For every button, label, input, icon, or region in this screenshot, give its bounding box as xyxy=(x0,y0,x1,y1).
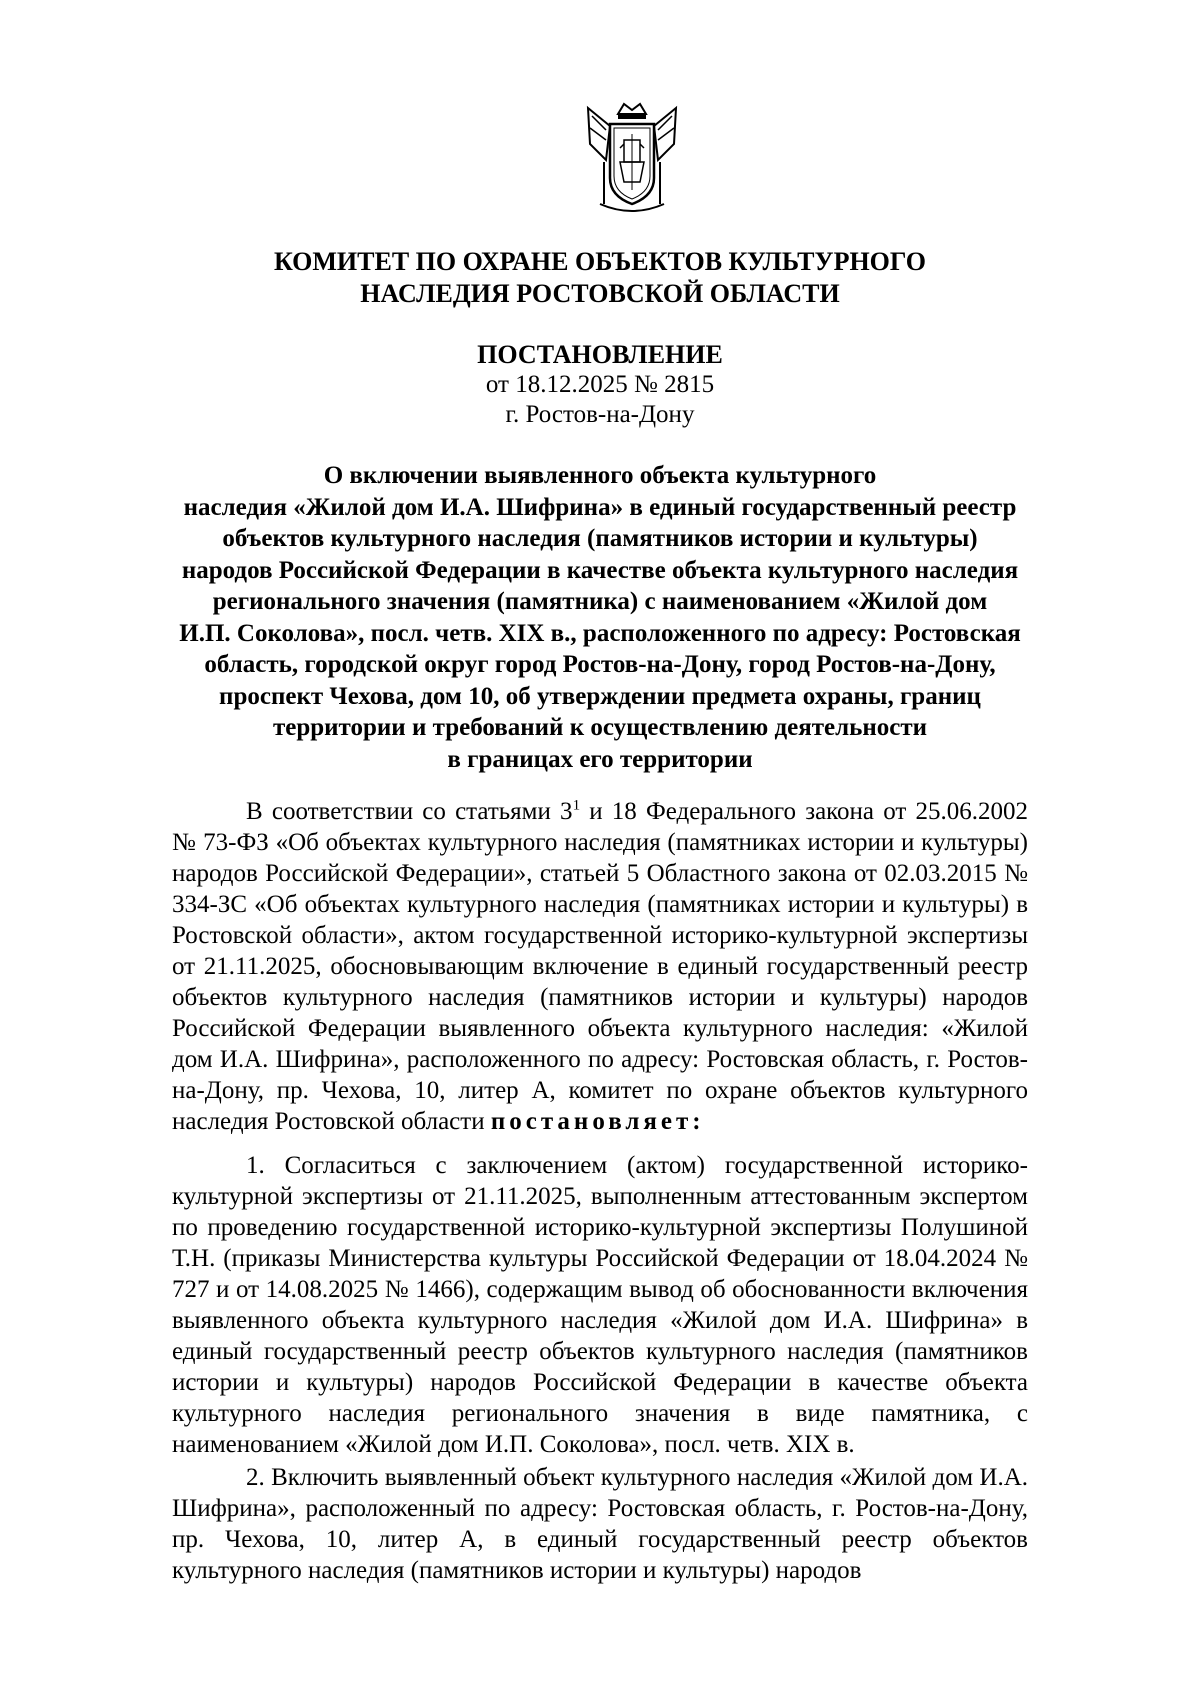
decree-item-text: 1. Согласиться с заключением (актом) государственной историко-культурной экспертизы от 21.11.2025, выполненным аттестованным экспертом по проведению государственной историко-культурной экспертизы Полушиной Т.Н. (приказы Министерства культуры Российской Федерации от 18.04.2024 № 727 и от 14.08.2025 № 1466), содержащим вывод об обоснованности включения выявленного объекта культурного наследия «Жилой дом И.А. Шифрина» в единый государственный реестр объектов культурного наследия (памятников истории и культуры) народов Российской Федерации в качестве объекта культурного наследия регионального значения в виде памятника, с наименованием «Жилой дом И.П. Соколова», посл. четв. XIX в. xyxy=(172,1152,1028,1458)
decree-word: постановляет: xyxy=(490,1108,705,1135)
subject-line: народов Российской Федерации в качестве объекта культурного наследия xyxy=(181,556,1019,584)
decree-item-2 xyxy=(172,1462,1028,1586)
preamble-text: и 18 Федерального закона от 25.06.2002 № 73-ФЗ «Об объектах культурного наследия (памятниках истории и культуры) народов Российской Федерации», статьей 5 Областного закона от 02.03.2015 № 334-ЗС «Об объектах культурного наследия (памятниках истории и культуры) в Ростовской области», актом государственной историко-культурной экспертизы от 21.11.2025, обосновывающим включение в единый государственный реестр объектов культурного наследия (памятников истории и культуры) народов Российской Федерации выявленного объекта культурного наследия: «Жилой дом И.А. Шифрина», расположенного по адресу: Ростовская область, г. Ростов-на-Дону, пр. Чехова, 10, литер А, комитет по охране объектов культурного наследия Ростовской области xyxy=(172,798,1028,1135)
committee-title-line: КОМИТЕТ ПО ОХРАНЕ ОБЪЕКТОВ КУЛЬТУРНОГО xyxy=(273,247,927,276)
decree-item-text: 2. Включить выявленный объект культурного наследия «Жилой дом И.А. Шифрина», расположенный по адресу: Ростовская область, г. Ростов-на-Дону, пр. Чехова, 10, литер А, в единый государственный реестр объектов культурного наследия (памятников истории и культуры) народов xyxy=(172,1464,1028,1584)
subject-line: в границах его территории xyxy=(447,745,753,773)
preamble-text-start: В соответствии со статьями 3 xyxy=(246,798,573,825)
article-superscript: 1 xyxy=(572,797,581,814)
document-city: г. Ростов-на-Дону xyxy=(505,401,695,428)
document-meta xyxy=(0,370,1200,430)
subject-line: объектов культурного наследия (памятников истории и культуры) xyxy=(222,525,978,552)
document-type: ПОСТАНОВЛЕНИЕ xyxy=(477,340,723,369)
subject-line: И.П. Соколова», посл. четв. XIX в., расположенного по адресу: Ростовская xyxy=(179,619,1021,647)
subject-line: территории и требований к осуществлению деятельности xyxy=(272,714,928,741)
coat-of-arms-icon xyxy=(580,100,684,218)
subject-line: наследия «Жилой дом И.А. Шифрина» в единый государственный реестр xyxy=(183,493,1017,521)
subject-line: О включении выявленного объекта культурного xyxy=(323,462,877,489)
decree-item-1 xyxy=(172,1150,1028,1460)
document-subject xyxy=(160,460,1040,775)
committee-title-line: НАСЛЕДИЯ РОСТОВСКОЙ ОБЛАСТИ xyxy=(360,279,840,308)
document-date-number: от 18.12.2025 № 2815 xyxy=(485,371,715,398)
committee-title xyxy=(0,246,1200,310)
subject-line: область, городской округ город Ростов-на-Дону, город Ростов-на-Дону, xyxy=(204,651,996,678)
subject-line: проспект Чехова, дом 10, об утверждении предмета охраны, границ xyxy=(219,682,981,710)
subject-line: регионального значения (памятника) с наименованием «Жилой дом xyxy=(212,588,988,615)
preamble-paragraph xyxy=(172,796,1028,1137)
